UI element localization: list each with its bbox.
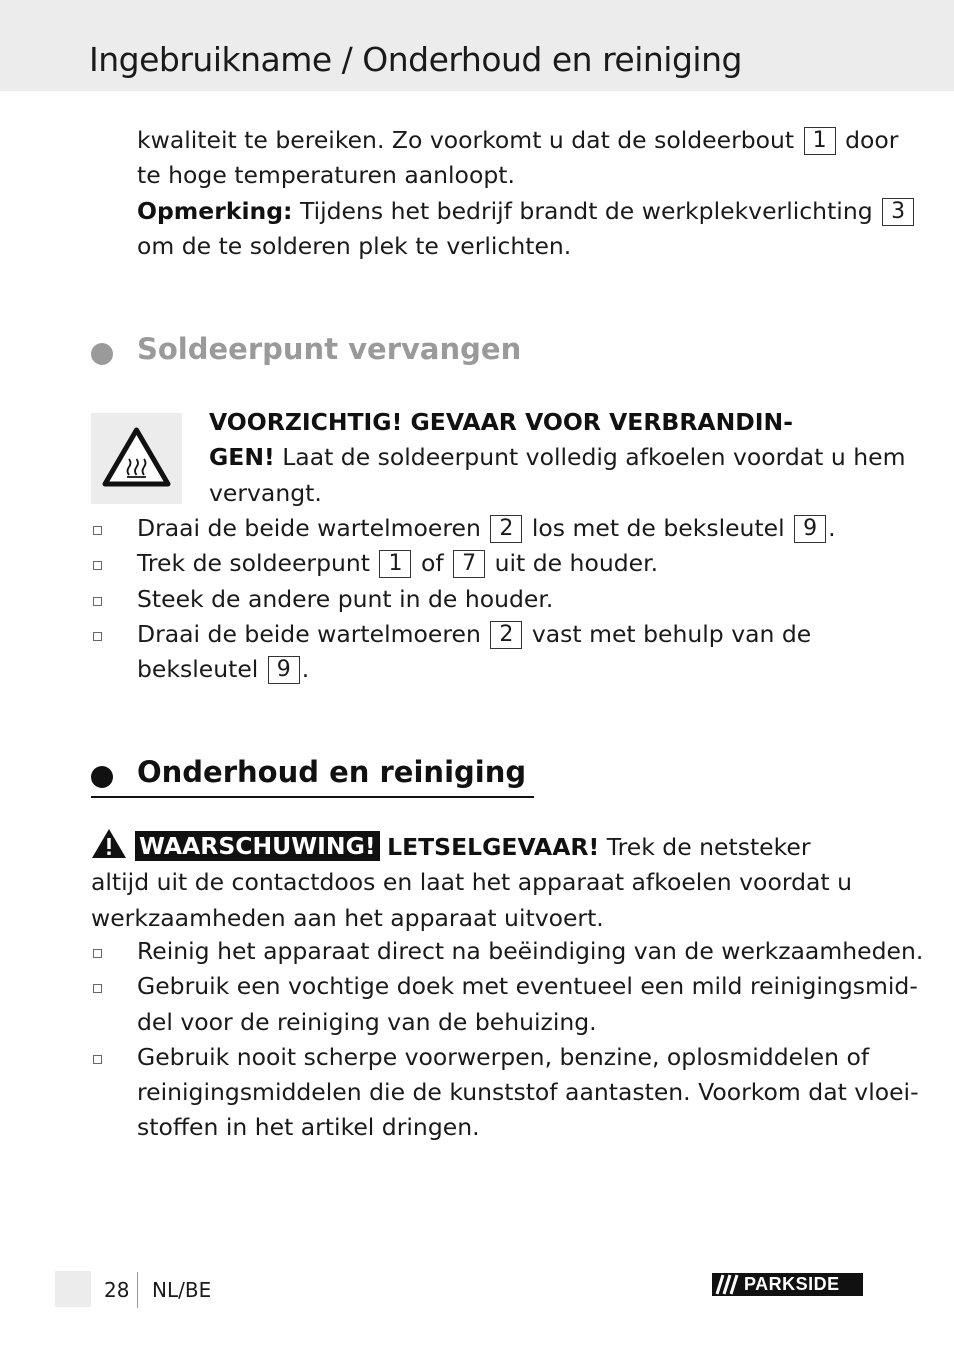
soldeerpunt-steps [91,511,891,687]
part-ref: 9 [794,515,826,543]
checkbox-square-icon [93,561,102,570]
checkbox-square-icon [93,632,102,641]
caution-body-2: vervangt. [209,478,322,507]
section-heading-label: Soldeerpunt vervangen [137,332,522,366]
bullet-dot-icon [91,343,113,365]
part-ref: 7 [453,550,485,578]
part-ref: 1 [804,127,836,155]
language-code: NL/BE [152,1278,212,1302]
list-item: Gebruik nooit scherpe voorwerpen, benzine, oplosmiddelen of reinigingsmiddelen die de kunststof aantasten. Voorkom dat vloei- stoffen in het artikel dringen. [91,1040,891,1146]
page-number: 28 [104,1278,130,1302]
part-ref: 2 [490,621,522,649]
list-item: Reinig het apparaat direct na beëindiging van de werkzaamheden. [91,934,891,969]
list-item: Draai de beide wartelmoeren 2 vast met behulp van de beksleutel 9 . [91,617,891,688]
caution-body-1: Laat de soldeerpunt volledig afkoelen voordat u hem [282,443,906,472]
list-item: Trek de soldeerpunt 1 of 7 uit de houder. [91,546,891,581]
checkbox-square-icon [93,597,102,606]
caution-icon-box [91,413,182,504]
checkbox-square-icon [93,949,102,958]
list-item: Draai de beide wartelmoeren 2 los met de beksleutel 9 . [91,511,891,546]
list-item: Steek de andere punt in de houder. [91,582,891,617]
logo-stripes-icon [712,1273,742,1296]
caution-text [209,405,906,511]
part-ref: 2 [490,515,522,543]
note-label: Opmerking: [137,196,293,225]
page-title: Ingebruikname / Onderhoud en reiniging [89,40,742,79]
warning-tag: WAARSCHUWING! [135,831,380,861]
caution-title: VOORZICHTIG! GEVAAR VOOR VERBRANDIN- [209,408,793,436]
part-ref: 3 [882,198,914,226]
brand-name: PARKSIDE [744,1274,840,1294]
warning-paragraph: WAARSCHUWING! LETSELGEVAAR! Trek de netsteker altijd uit de contactdoos en laat het apparaat afkoelen voordat u werkzaamheden aan het apparaat uitvoert. [91,828,881,936]
parkside-logo [712,1273,863,1296]
note-text-b: om de te solderen plek te verlichten. [137,231,572,260]
section-heading-label: Onderhoud en reiniging [137,755,527,789]
intro-line1-a: kwaliteit te bereiken. Zo voorkomt u dat de soldeerbout [137,126,795,154]
intro-paragraph [137,123,906,264]
part-ref: 9 [268,656,300,684]
bullet-dot-icon [91,766,113,788]
checkbox-square-icon [93,526,102,535]
onderhoud-steps [91,934,924,1146]
hot-surface-warning-icon [91,413,182,504]
intro-line2: te hoge temperaturen aanloopt. [137,161,515,190]
footer-separator [137,1272,138,1308]
warning-triangle-icon [91,828,127,859]
heading-underline [91,796,534,798]
list-item: Gebruik een vochtige doek met eventueel een mild reinigingsmid- del voor de reiniging van de behuizing. [91,969,891,1040]
checkbox-square-icon [93,984,102,993]
warning-title: LETSELGEVAAR! [387,833,600,861]
warning-body-2: altijd uit de contactdoos en laat het apparaat afkoelen voordat u [91,868,852,897]
caution-title-end: GEN! [209,443,275,472]
part-ref: 1 [379,550,411,578]
footer-box [55,1271,91,1307]
intro-line1-b: door [845,126,899,154]
note-text-a: Tijdens het bedrijf brandt de werkplekverlichting [299,196,873,225]
checkbox-square-icon [93,1055,102,1064]
warning-body-3: werkzaamheden aan het apparaat uitvoert. [91,903,604,932]
